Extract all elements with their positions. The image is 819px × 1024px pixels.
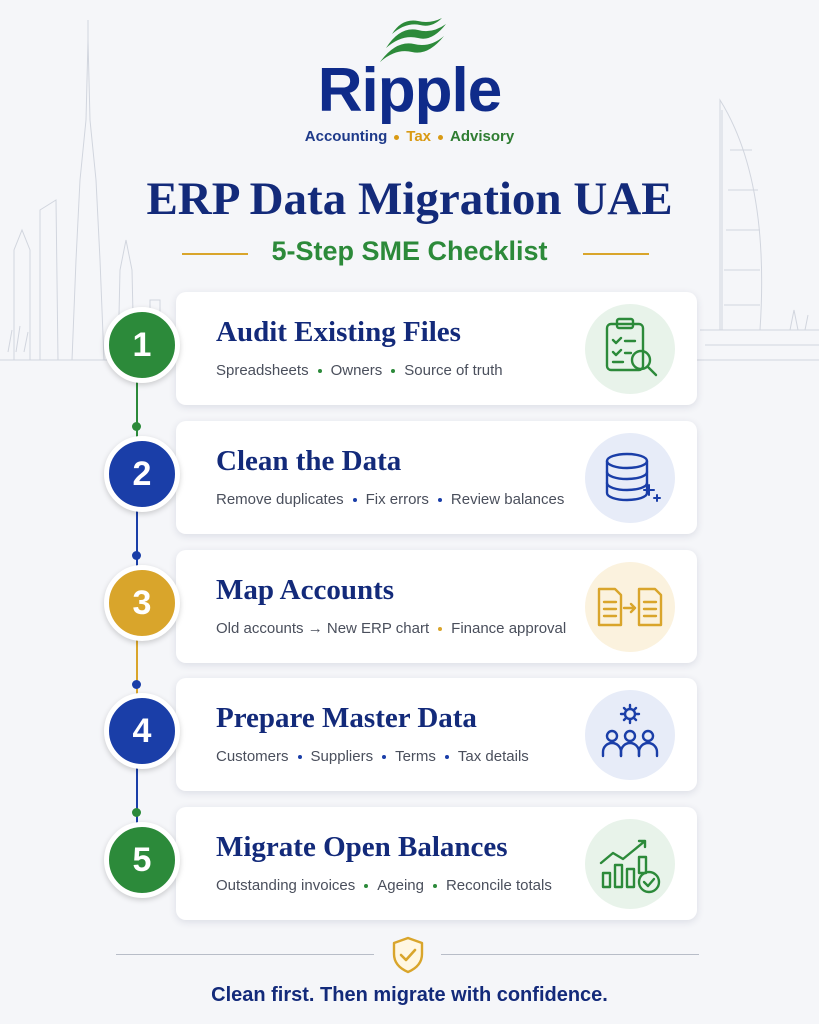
step-detail: Reconcile totals [445, 877, 552, 894]
page-title: ERP Data Migration UAE [146, 173, 673, 225]
tagline-advisory: Advisory [450, 128, 515, 145]
detail-separator [353, 498, 357, 502]
detail-separator [298, 755, 302, 759]
step-detail: Finance approval [451, 620, 567, 637]
timeline-knot [132, 551, 141, 560]
step-number-badge-2: 2 [104, 436, 180, 512]
step-detail: Old accounts → New ERP chart [216, 620, 430, 637]
page-subtitle: 5-Step SME Checklist [271, 236, 548, 266]
timeline-knot [132, 680, 141, 689]
subtitle-rule-right [583, 253, 649, 255]
growth-chart-check-icon [585, 819, 675, 909]
tagline-tax: Tax [406, 128, 432, 145]
logo [0, 18, 819, 145]
detail-separator [433, 884, 437, 888]
step-detail: Ageing [377, 877, 424, 894]
step-number-badge-4: 4 [104, 693, 180, 769]
step-title: Migrate Open Balances [216, 831, 508, 863]
step-details [216, 748, 529, 765]
step-card-4 [176, 678, 697, 791]
detail-separator [391, 369, 395, 373]
step-title: Clean the Data [216, 445, 402, 477]
footer-tagline: Clean first. Then migrate with confidence. [211, 984, 608, 1006]
footer-divider-right [441, 954, 699, 955]
people-gear-icon [585, 690, 675, 780]
step-card-5 [176, 807, 697, 920]
step-detail: Source of truth [404, 362, 503, 379]
brand-tagline [0, 128, 819, 145]
step-detail: Terms [395, 748, 436, 765]
shield-check-icon [389, 935, 427, 975]
detail-separator [438, 498, 442, 502]
step-number-badge-3: 3 [104, 565, 180, 641]
step-title: Audit Existing Files [216, 316, 461, 348]
timeline-knot [132, 808, 141, 817]
step-detail: Owners [330, 362, 383, 379]
step-detail: Customers [216, 748, 289, 765]
step-detail: Remove duplicates [216, 491, 344, 508]
step-detail: Review balances [450, 491, 565, 508]
step-card-3 [176, 550, 697, 663]
detail-separator [438, 627, 442, 631]
step-detail: Tax details [457, 748, 529, 765]
step-card-1 [176, 292, 697, 405]
step-number-badge-5: 5 [104, 822, 180, 898]
footer-divider-left [116, 954, 374, 955]
tagline-separator [438, 135, 443, 140]
step-details [216, 620, 566, 637]
detail-separator [318, 369, 322, 373]
tagline-separator [394, 135, 399, 140]
detail-separator [382, 755, 386, 759]
document-mapping-icon [585, 562, 675, 652]
database-sparkle-icon [585, 433, 675, 523]
step-details [216, 491, 564, 508]
tagline-accounting: Accounting [304, 128, 388, 145]
step-detail: Suppliers [310, 748, 374, 765]
clipboard-search-icon [585, 304, 675, 394]
step-title: Map Accounts [216, 574, 395, 606]
brand-name: Ripple [317, 56, 502, 125]
step-number-badge-1: 1 [104, 307, 180, 383]
timeline-knot [132, 422, 141, 431]
step-detail: Spreadsheets [216, 362, 309, 379]
detail-separator [445, 755, 449, 759]
detail-separator [364, 884, 368, 888]
step-title: Prepare Master Data [216, 702, 477, 734]
step-card-2 [176, 421, 697, 534]
step-detail: Fix errors [365, 491, 429, 508]
step-detail: Outstanding invoices [216, 877, 356, 894]
subtitle-row [0, 236, 819, 270]
step-details [216, 877, 552, 894]
step-details [216, 362, 503, 379]
